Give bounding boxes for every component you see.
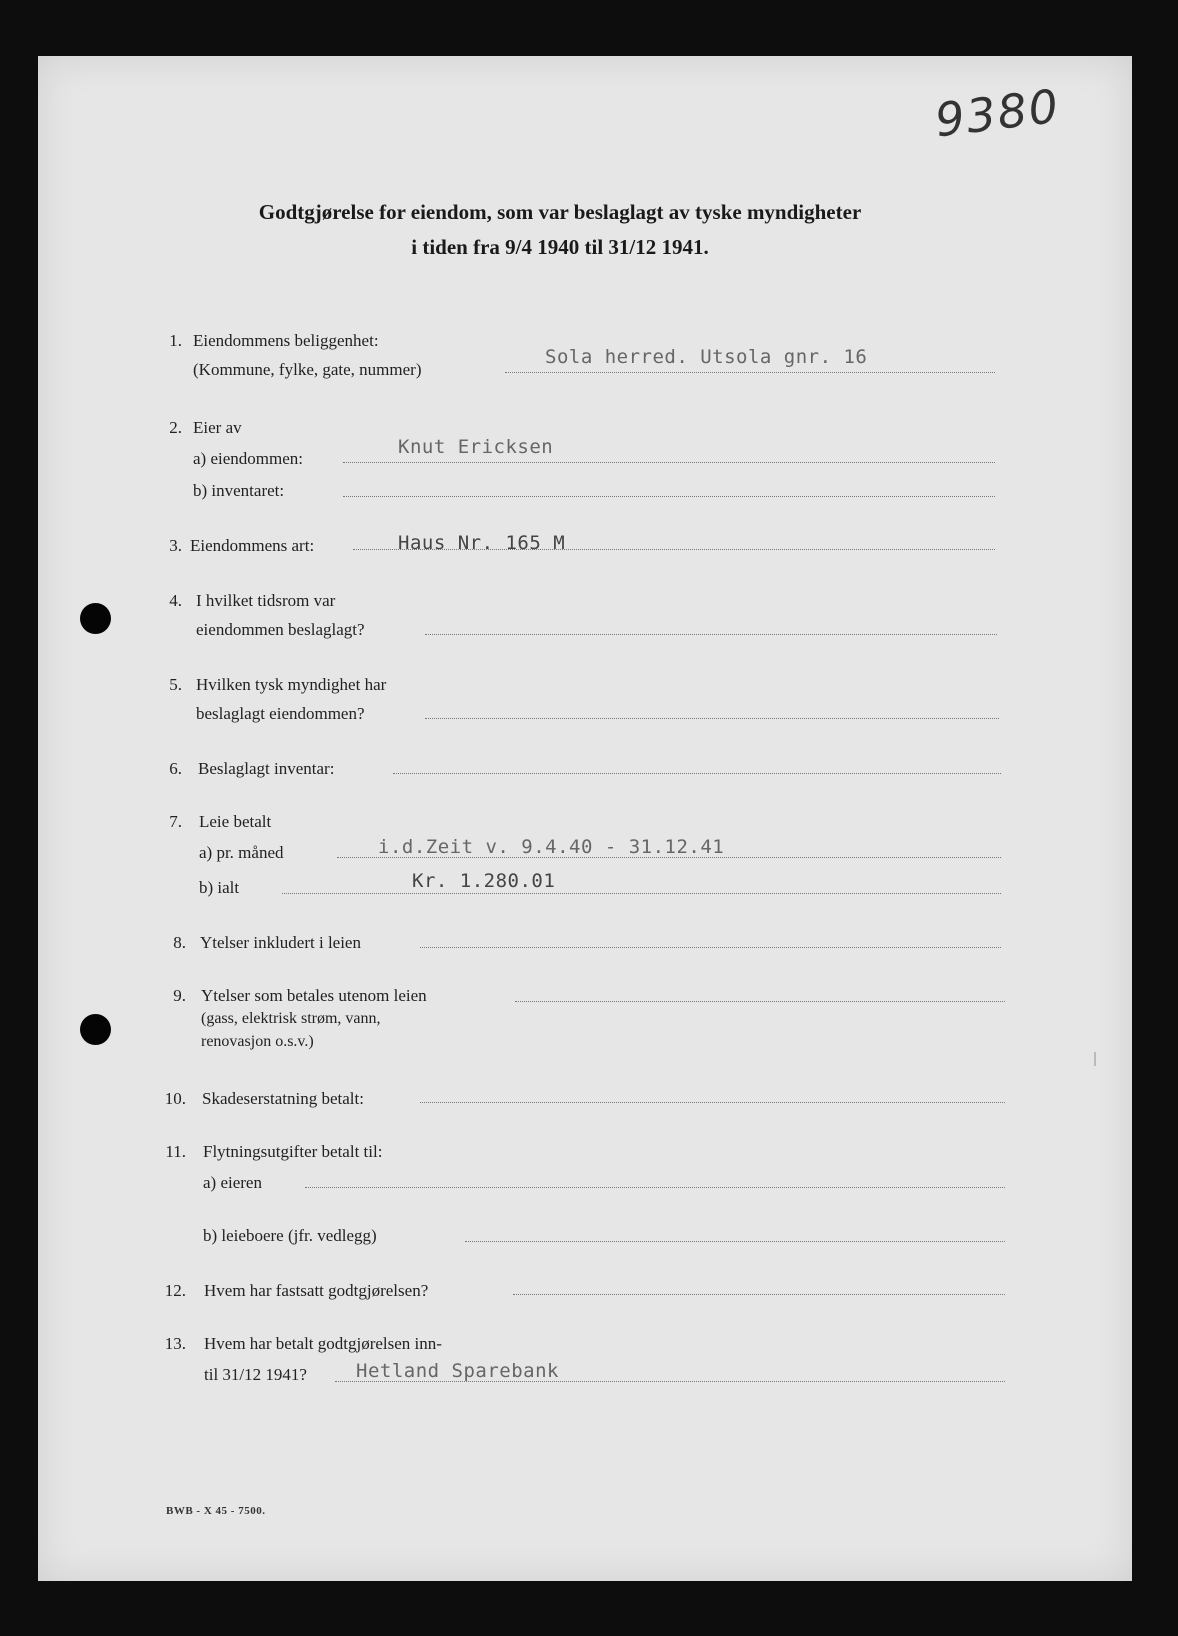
question-number: 11. [165, 1142, 186, 1161]
q13-answer: Hetland Sparebank [356, 1360, 559, 1382]
form-printer-code: BWB - X 45 - 7500. [166, 1505, 266, 1517]
q7b-answer: Kr. 1.280.01 [412, 870, 556, 892]
q5-label-line1: Hvilken tysk myndighet har [196, 675, 387, 694]
q1-label-line2: (Kommune, fylke, gate, nummer) [193, 360, 422, 379]
handwritten-archive-number: 9380 [932, 78, 1063, 148]
q8-answer-line [420, 947, 1001, 948]
q9-label-line2: (gass, elektrisk strøm, vann, [201, 1010, 381, 1027]
q7a-label: a) pr. måned [199, 843, 284, 862]
q1-label-line1: Eiendommens beliggenhet: [193, 331, 379, 350]
q1-answer-line [505, 372, 995, 373]
title-line-2: i tiden fra 9/4 1940 til 31/12 1941. [411, 235, 709, 259]
question-number: 12. [164, 1281, 186, 1300]
q7-label: Leie betalt [199, 812, 272, 831]
q4-answer-line [425, 634, 997, 635]
q11b-label: b) leieboere (jfr. vedlegg) [203, 1226, 377, 1245]
q4-label-line1: I hvilket tidsrom var [196, 591, 336, 610]
q7b-answer-line [282, 893, 1001, 894]
q2b-answer-line [343, 496, 995, 497]
q12-answer-line [513, 1294, 1005, 1295]
q5-label-line2: beslaglagt eiendommen? [196, 704, 365, 723]
q10-label: Skadeserstatning betalt: [202, 1089, 364, 1108]
q1-answer: Sola herred. Utsola gnr. 16 [545, 346, 868, 368]
q10-answer-line [420, 1102, 1005, 1103]
q9-label-line3: renovasjon o.s.v.) [201, 1033, 314, 1050]
q6-answer-line [393, 773, 1001, 774]
q9-answer-line [515, 1001, 1005, 1002]
q13-label-line1: Hvem har betalt godtgjørelsen inn- [204, 1334, 442, 1353]
question-number: 7. [169, 812, 182, 831]
q11a-label: a) eieren [203, 1173, 262, 1192]
q2a-label: a) eiendommen: [193, 449, 303, 468]
q4-label-line2: eiendommen beslaglagt? [196, 620, 365, 639]
q3-label: Eiendommens art: [190, 536, 315, 555]
question-number: 2. [169, 418, 182, 437]
question-number: 9. [173, 986, 186, 1005]
question-number: 10. [164, 1089, 186, 1108]
punch-hole [80, 603, 111, 634]
question-number: 8. [173, 933, 186, 952]
paper-mark [1094, 1052, 1096, 1066]
q2b-label: b) inventaret: [193, 481, 285, 500]
q3-answer: Haus Nr. 165 M [398, 532, 566, 554]
punch-hole [80, 1014, 111, 1045]
q7b-label: b) ialt [199, 878, 240, 897]
q13-label-line2: til 31/12 1941? [204, 1365, 307, 1384]
question-number: 13. [164, 1334, 186, 1353]
question-number: 3. [169, 536, 182, 555]
q11b-answer-line [465, 1241, 1005, 1242]
q11-label: Flytningsutgifter betalt til: [203, 1142, 383, 1161]
q2-label: Eier av [193, 418, 242, 437]
question-number: 5. [169, 675, 182, 694]
question-number: 1. [169, 331, 182, 350]
q2a-answer-line [343, 462, 995, 463]
q12-label: Hvem har fastsatt godtgjørelsen? [204, 1281, 429, 1300]
title-line-1: Godtgjørelse for eiendom, som var beslaglagt av tyske myndigheter [258, 200, 862, 224]
q7a-answer: i.d.Zeit v. 9.4.40 - 31.12.41 [378, 836, 725, 858]
form-title [150, 195, 970, 265]
q8-label: Ytelser inkludert i leien [200, 933, 361, 952]
q6-label: Beslaglagt inventar: [198, 759, 335, 778]
q9-label-line1: Ytelser som betales utenom leien [201, 986, 427, 1005]
q2a-answer: Knut Ericksen [398, 436, 554, 458]
question-number: 6. [169, 759, 182, 778]
q5-answer-line [425, 718, 999, 719]
question-number: 4. [169, 591, 182, 610]
q11a-answer-line [305, 1187, 1005, 1188]
